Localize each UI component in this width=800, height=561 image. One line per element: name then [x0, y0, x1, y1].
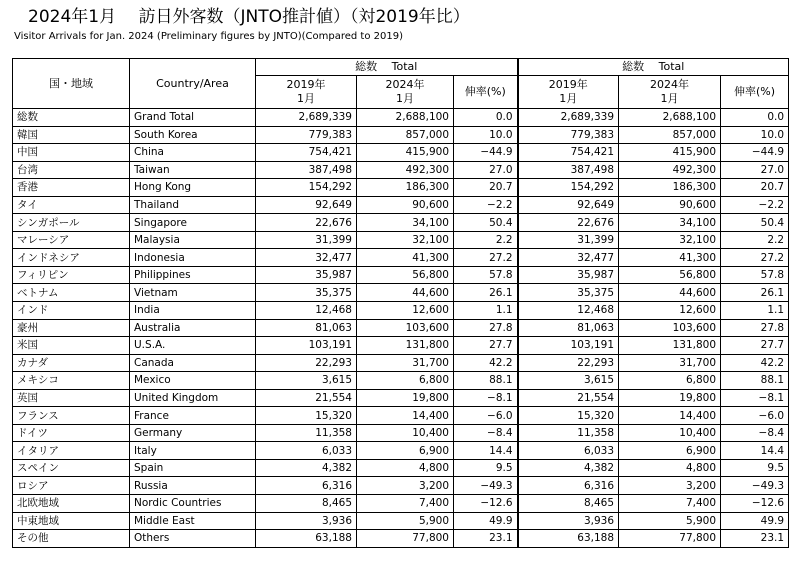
- region-en-cell: Vietnam: [130, 284, 256, 302]
- table-row: [13, 161, 789, 179]
- value-2019-cell: 15,320: [518, 407, 619, 425]
- value-2019-cell: 35,375: [518, 284, 619, 302]
- rate-cell: 0.0: [721, 109, 789, 127]
- value-2024-cell: 31,700: [357, 354, 454, 372]
- value-2019-cell: 35,375: [256, 284, 357, 302]
- region-en-cell: U.S.A.: [130, 337, 256, 355]
- rate-cell: 27.2: [454, 249, 518, 267]
- rate-cell: −8.1: [721, 389, 789, 407]
- value-2019-cell: 81,063: [518, 319, 619, 337]
- value-2024-cell: 12,600: [619, 302, 721, 320]
- value-2024-cell: 5,900: [357, 512, 454, 530]
- rate-cell: −6.0: [721, 407, 789, 425]
- region-jp-cell: マレーシア: [13, 231, 130, 249]
- region-jp-cell: 豪州: [13, 319, 130, 337]
- value-2019-cell: 6,033: [256, 442, 357, 460]
- value-2024-cell: 2,688,100: [619, 109, 721, 127]
- value-2019-cell: 32,477: [518, 249, 619, 267]
- visitor-arrivals-table: [12, 58, 789, 548]
- header-2019-col-2: 2019年 1月: [518, 76, 619, 109]
- region-en-cell: Malaysia: [130, 231, 256, 249]
- region-en-cell: Germany: [130, 424, 256, 442]
- value-2024-cell: 3,200: [619, 477, 721, 495]
- region-en-cell: United Kingdom: [130, 389, 256, 407]
- region-jp-cell: 米国: [13, 337, 130, 355]
- header-2024-col-2: 2024年 1月: [619, 76, 721, 109]
- region-jp-cell: ドイツ: [13, 424, 130, 442]
- rate-cell: 26.1: [454, 284, 518, 302]
- value-2019-cell: 92,649: [256, 196, 357, 214]
- header-rate-col-1: 伸率(%): [454, 76, 518, 109]
- rate-cell: −44.9: [454, 144, 518, 162]
- rate-cell: 57.8: [721, 266, 789, 284]
- rate-cell: 57.8: [454, 266, 518, 284]
- region-en-cell: China: [130, 144, 256, 162]
- value-2024-cell: 41,300: [357, 249, 454, 267]
- rate-cell: 27.8: [721, 319, 789, 337]
- value-2019-cell: 103,191: [256, 337, 357, 355]
- value-2024-cell: 5,900: [619, 512, 721, 530]
- value-2019-cell: 22,293: [256, 354, 357, 372]
- region-jp-cell: 北欧地域: [13, 495, 130, 513]
- value-2019-cell: 12,468: [256, 302, 357, 320]
- region-jp-cell: タイ: [13, 196, 130, 214]
- table-row: [13, 354, 789, 372]
- value-2019-cell: 21,554: [256, 389, 357, 407]
- header-total-group-2: 総数 Total: [518, 59, 789, 76]
- table-row: [13, 495, 789, 513]
- value-2024-cell: 56,800: [619, 266, 721, 284]
- region-en-cell: Thailand: [130, 196, 256, 214]
- region-en-cell: Taiwan: [130, 161, 256, 179]
- value-2019-cell: 779,383: [256, 126, 357, 144]
- table-row: [13, 477, 789, 495]
- rate-cell: 27.2: [721, 249, 789, 267]
- rate-cell: −49.3: [721, 477, 789, 495]
- value-2019-cell: 387,498: [518, 161, 619, 179]
- rate-cell: 42.2: [454, 354, 518, 372]
- value-2024-cell: 492,300: [357, 161, 454, 179]
- value-2024-cell: 44,600: [357, 284, 454, 302]
- rate-cell: 9.5: [454, 459, 518, 477]
- rate-cell: −8.4: [721, 424, 789, 442]
- region-jp-cell: フランス: [13, 407, 130, 425]
- value-2019-cell: 63,188: [518, 530, 619, 548]
- region-jp-cell: 韓国: [13, 126, 130, 144]
- region-en-cell: France: [130, 407, 256, 425]
- table-row: [13, 442, 789, 460]
- value-2024-cell: 32,100: [619, 231, 721, 249]
- region-jp-cell: シンガポール: [13, 214, 130, 232]
- table-row: [13, 196, 789, 214]
- rate-cell: 2.2: [721, 231, 789, 249]
- region-jp-cell: ロシア: [13, 477, 130, 495]
- region-en-cell: Nordic Countries: [130, 495, 256, 513]
- rate-cell: 50.4: [454, 214, 518, 232]
- value-2024-cell: 4,800: [619, 459, 721, 477]
- table-row: [13, 302, 789, 320]
- region-jp-cell: イタリア: [13, 442, 130, 460]
- rate-cell: −8.4: [454, 424, 518, 442]
- value-2024-cell: 131,800: [357, 337, 454, 355]
- value-2024-cell: 19,800: [357, 389, 454, 407]
- value-2019-cell: 92,649: [518, 196, 619, 214]
- rate-cell: −12.6: [721, 495, 789, 513]
- region-en-cell: Others: [130, 530, 256, 548]
- value-2019-cell: 154,292: [256, 179, 357, 197]
- table-row: [13, 249, 789, 267]
- value-2024-cell: 6,900: [619, 442, 721, 460]
- value-2024-cell: 2,688,100: [357, 109, 454, 127]
- value-2024-cell: 4,800: [357, 459, 454, 477]
- rate-cell: −12.6: [454, 495, 518, 513]
- region-jp-cell: カナダ: [13, 354, 130, 372]
- value-2019-cell: 32,477: [256, 249, 357, 267]
- region-jp-cell: 香港: [13, 179, 130, 197]
- value-2024-cell: 12,600: [357, 302, 454, 320]
- rate-cell: 88.1: [721, 372, 789, 390]
- table-row: [13, 459, 789, 477]
- value-2019-cell: 22,676: [518, 214, 619, 232]
- value-2019-cell: 8,465: [256, 495, 357, 513]
- value-2019-cell: 2,689,339: [256, 109, 357, 127]
- value-2024-cell: 10,400: [619, 424, 721, 442]
- value-2024-cell: 90,600: [357, 196, 454, 214]
- value-2024-cell: 3,200: [357, 477, 454, 495]
- region-en-cell: Singapore: [130, 214, 256, 232]
- region-en-cell: Italy: [130, 442, 256, 460]
- rate-cell: 14.4: [454, 442, 518, 460]
- rate-cell: 20.7: [721, 179, 789, 197]
- region-en-cell: India: [130, 302, 256, 320]
- value-2019-cell: 4,382: [256, 459, 357, 477]
- rate-cell: 27.8: [454, 319, 518, 337]
- region-en-cell: Philippines: [130, 266, 256, 284]
- rate-cell: 9.5: [721, 459, 789, 477]
- value-2019-cell: 103,191: [518, 337, 619, 355]
- value-2019-cell: 779,383: [518, 126, 619, 144]
- value-2019-cell: 35,987: [256, 266, 357, 284]
- value-2019-cell: 154,292: [518, 179, 619, 197]
- value-2019-cell: 22,293: [518, 354, 619, 372]
- region-en-cell: Spain: [130, 459, 256, 477]
- value-2019-cell: 31,399: [518, 231, 619, 249]
- rate-cell: −2.2: [721, 196, 789, 214]
- rate-cell: 20.7: [454, 179, 518, 197]
- table-row: [13, 424, 789, 442]
- region-en-cell: Mexico: [130, 372, 256, 390]
- table-row: [13, 126, 789, 144]
- rate-cell: 27.7: [454, 337, 518, 355]
- region-jp-cell: 英国: [13, 389, 130, 407]
- region-jp-cell: インド: [13, 302, 130, 320]
- table-row: [13, 266, 789, 284]
- value-2024-cell: 415,900: [357, 144, 454, 162]
- region-en-cell: Indonesia: [130, 249, 256, 267]
- rate-cell: 23.1: [721, 530, 789, 548]
- rate-cell: 26.1: [721, 284, 789, 302]
- page-title: 2024年1月 訪日外客数（JNTO推計値）（対2019年比）: [28, 7, 470, 27]
- value-2024-cell: 103,600: [619, 319, 721, 337]
- rate-cell: 50.4: [721, 214, 789, 232]
- value-2024-cell: 19,800: [619, 389, 721, 407]
- value-2019-cell: 6,033: [518, 442, 619, 460]
- table-row: [13, 512, 789, 530]
- rate-cell: −6.0: [454, 407, 518, 425]
- value-2019-cell: 15,320: [256, 407, 357, 425]
- value-2019-cell: 754,421: [518, 144, 619, 162]
- region-jp-cell: メキシコ: [13, 372, 130, 390]
- value-2024-cell: 6,800: [619, 372, 721, 390]
- rate-cell: −44.9: [721, 144, 789, 162]
- rate-cell: −49.3: [454, 477, 518, 495]
- rate-cell: 10.0: [454, 126, 518, 144]
- value-2024-cell: 77,800: [619, 530, 721, 548]
- value-2019-cell: 21,554: [518, 389, 619, 407]
- rate-cell: 49.9: [454, 512, 518, 530]
- value-2019-cell: 3,615: [256, 372, 357, 390]
- region-jp-cell: インドネシア: [13, 249, 130, 267]
- value-2019-cell: 11,358: [518, 424, 619, 442]
- value-2024-cell: 6,900: [357, 442, 454, 460]
- value-2019-cell: 2,689,339: [518, 109, 619, 127]
- value-2019-cell: 12,468: [518, 302, 619, 320]
- value-2019-cell: 22,676: [256, 214, 357, 232]
- table-row: [13, 530, 789, 548]
- value-2019-cell: 6,316: [518, 477, 619, 495]
- value-2024-cell: 6,800: [357, 372, 454, 390]
- rate-cell: 49.9: [721, 512, 789, 530]
- region-jp-cell: 台湾: [13, 161, 130, 179]
- region-en-cell: South Korea: [130, 126, 256, 144]
- region-jp-cell: フィリピン: [13, 266, 130, 284]
- rate-cell: 27.0: [454, 161, 518, 179]
- value-2019-cell: 6,316: [256, 477, 357, 495]
- table-row: [13, 372, 789, 390]
- value-2019-cell: 31,399: [256, 231, 357, 249]
- region-en-cell: Middle East: [130, 512, 256, 530]
- value-2024-cell: 415,900: [619, 144, 721, 162]
- table-row: [13, 284, 789, 302]
- header-region-jp: 国・地域: [13, 59, 130, 109]
- rate-cell: 23.1: [454, 530, 518, 548]
- table-row: [13, 389, 789, 407]
- value-2019-cell: 8,465: [518, 495, 619, 513]
- value-2024-cell: 90,600: [619, 196, 721, 214]
- value-2024-cell: 14,400: [357, 407, 454, 425]
- value-2024-cell: 857,000: [357, 126, 454, 144]
- region-en-cell: Canada: [130, 354, 256, 372]
- value-2024-cell: 7,400: [619, 495, 721, 513]
- table-row: [13, 337, 789, 355]
- value-2019-cell: 3,615: [518, 372, 619, 390]
- value-2019-cell: 35,987: [518, 266, 619, 284]
- table-row: [13, 144, 789, 162]
- value-2019-cell: 387,498: [256, 161, 357, 179]
- rate-cell: 27.0: [721, 161, 789, 179]
- value-2024-cell: 56,800: [357, 266, 454, 284]
- value-2024-cell: 186,300: [619, 179, 721, 197]
- rate-cell: 14.4: [721, 442, 789, 460]
- rate-cell: 0.0: [454, 109, 518, 127]
- value-2024-cell: 34,100: [357, 214, 454, 232]
- value-2024-cell: 10,400: [357, 424, 454, 442]
- rate-cell: 2.2: [454, 231, 518, 249]
- header-rate-col-2: 伸率(%): [721, 76, 789, 109]
- table-row: [13, 231, 789, 249]
- rate-cell: 10.0: [721, 126, 789, 144]
- region-jp-cell: スペイン: [13, 459, 130, 477]
- header-total-group-1: 総数 Total: [256, 59, 518, 76]
- rate-cell: 1.1: [721, 302, 789, 320]
- value-2019-cell: 11,358: [256, 424, 357, 442]
- value-2024-cell: 77,800: [357, 530, 454, 548]
- value-2024-cell: 857,000: [619, 126, 721, 144]
- rate-cell: 1.1: [454, 302, 518, 320]
- region-jp-cell: 中東地域: [13, 512, 130, 530]
- value-2019-cell: 3,936: [256, 512, 357, 530]
- value-2019-cell: 754,421: [256, 144, 357, 162]
- value-2024-cell: 492,300: [619, 161, 721, 179]
- value-2019-cell: 3,936: [518, 512, 619, 530]
- value-2019-cell: 81,063: [256, 319, 357, 337]
- region-jp-cell: 総数: [13, 109, 130, 127]
- region-en-cell: Grand Total: [130, 109, 256, 127]
- rate-cell: −2.2: [454, 196, 518, 214]
- header-region-en: Country/Area: [130, 59, 256, 109]
- value-2024-cell: 103,600: [357, 319, 454, 337]
- rate-cell: 42.2: [721, 354, 789, 372]
- rate-cell: 27.7: [721, 337, 789, 355]
- value-2024-cell: 44,600: [619, 284, 721, 302]
- value-2024-cell: 186,300: [357, 179, 454, 197]
- value-2024-cell: 31,700: [619, 354, 721, 372]
- value-2024-cell: 32,100: [357, 231, 454, 249]
- value-2019-cell: 63,188: [256, 530, 357, 548]
- table-row: [13, 319, 789, 337]
- table-row: [13, 109, 789, 127]
- region-jp-cell: その他: [13, 530, 130, 548]
- rate-cell: −8.1: [454, 389, 518, 407]
- table-row: [13, 179, 789, 197]
- value-2024-cell: 34,100: [619, 214, 721, 232]
- value-2024-cell: 131,800: [619, 337, 721, 355]
- value-2024-cell: 41,300: [619, 249, 721, 267]
- value-2019-cell: 4,382: [518, 459, 619, 477]
- value-2024-cell: 7,400: [357, 495, 454, 513]
- header-2024-col-1: 2024年 1月: [357, 76, 454, 109]
- table-row: [13, 214, 789, 232]
- value-2024-cell: 14,400: [619, 407, 721, 425]
- region-en-cell: Australia: [130, 319, 256, 337]
- region-en-cell: Russia: [130, 477, 256, 495]
- page-subtitle: Visitor Arrivals for Jan. 2024 (Preliminary figures by JNTO)(Compared to 2019): [14, 31, 404, 42]
- region-en-cell: Hong Kong: [130, 179, 256, 197]
- table-row: [13, 407, 789, 425]
- region-jp-cell: 中国: [13, 144, 130, 162]
- header-2019-col-1: 2019年 1月: [256, 76, 357, 109]
- rate-cell: 88.1: [454, 372, 518, 390]
- region-jp-cell: ベトナム: [13, 284, 130, 302]
